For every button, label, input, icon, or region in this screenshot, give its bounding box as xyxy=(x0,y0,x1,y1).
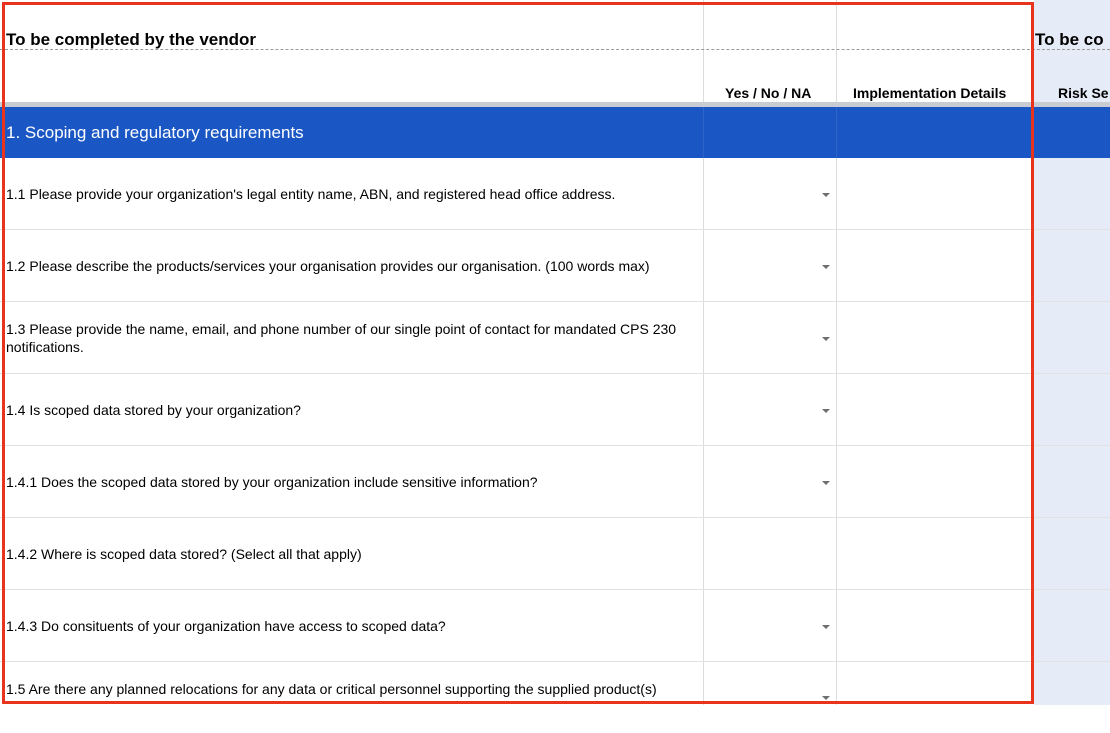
header-divider xyxy=(0,49,1110,50)
dropdown-arrow-icon[interactable] xyxy=(822,193,830,197)
dropdown-arrow-icon[interactable] xyxy=(822,265,830,269)
question-row[interactable] xyxy=(0,158,1110,230)
reviewer-section-title: To be co xyxy=(1035,30,1104,49)
question-text[interactable]: 1.5 Are there any planned relocations for any data or critical personnel supporting the supplied product(s) xyxy=(6,681,657,697)
question-text[interactable]: 1.2 Please describe the products/services your organisation provides our organisation. (100 words max) xyxy=(6,258,650,274)
question-row[interactable] xyxy=(0,230,1110,302)
section-header-row[interactable] xyxy=(0,107,1110,158)
section-title: 1. Scoping and regulatory requirements xyxy=(6,123,304,142)
dropdown-arrow-icon[interactable] xyxy=(822,481,830,485)
vendor-section-title: To be completed by the vendor xyxy=(6,30,256,49)
question-text[interactable]: 1.4.3 Do consituents of your organization have access to scoped data? xyxy=(6,618,446,634)
question-row[interactable] xyxy=(0,374,1110,446)
question-text[interactable]: 1.4.2 Where is scoped data stored? (Select all that apply) xyxy=(6,546,362,562)
dropdown-arrow-icon[interactable] xyxy=(822,409,830,413)
question-row[interactable] xyxy=(0,662,1110,733)
question-row[interactable] xyxy=(0,518,1110,590)
question-text[interactable]: 1.1 Please provide your organization's legal entity name, ABN, and registered head office address. xyxy=(6,186,616,202)
column-header-risk[interactable]: Risk Se xyxy=(1058,85,1109,101)
question-row[interactable] xyxy=(0,446,1110,518)
column-divider xyxy=(703,107,704,158)
question-text[interactable]: 1.4.1 Does the scoped data stored by your organization include sensitive information? xyxy=(6,474,538,490)
question-text[interactable]: 1.4 Is scoped data stored by your organization? xyxy=(6,402,301,418)
question-row[interactable] xyxy=(0,590,1110,662)
dropdown-arrow-icon[interactable] xyxy=(822,696,830,700)
question-text[interactable]: 1.3 Please provide the name, email, and phone number of our single point of contact for mandated CPS 230 notifications. xyxy=(6,321,677,355)
dropdown-arrow-icon[interactable] xyxy=(822,625,830,629)
dropdown-arrow-icon[interactable] xyxy=(822,337,830,341)
column-divider xyxy=(836,107,837,158)
column-header-details[interactable]: Implementation Details xyxy=(853,85,1007,101)
question-row[interactable] xyxy=(0,302,1110,374)
column-header-answer[interactable]: Yes / No / NA xyxy=(725,85,812,101)
